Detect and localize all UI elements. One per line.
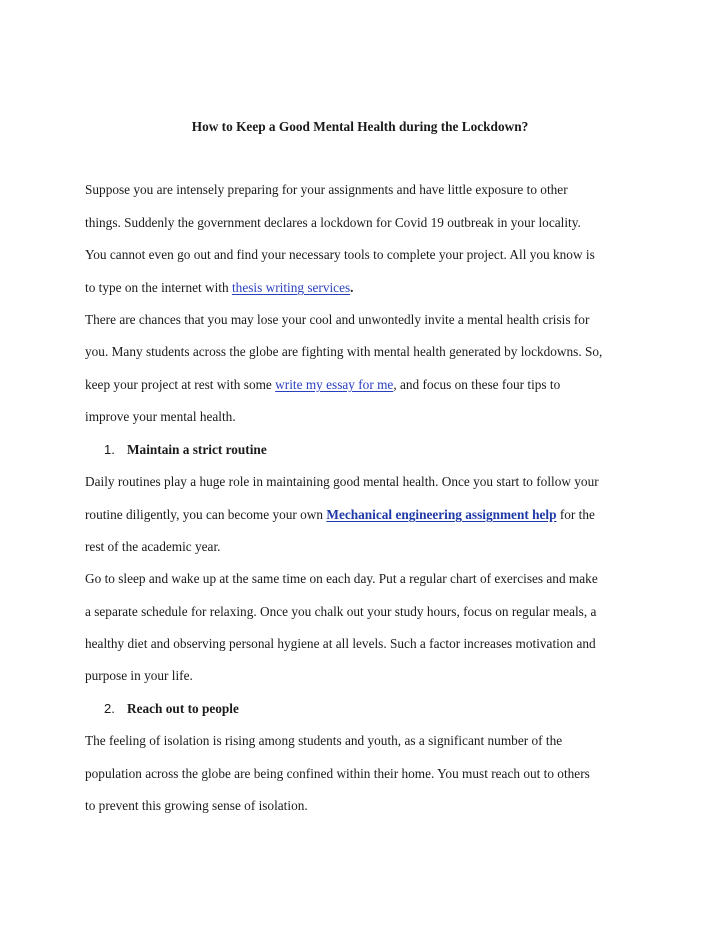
section-1-heading	[104, 440, 267, 460]
section-2-paragraph-1-line-3: to prevent this growing sense of isolation.	[85, 798, 308, 813]
paragraph-1-line-1: Suppose you are intensely preparing for your assignments and have little exposure to other	[85, 182, 568, 197]
section-1-paragraph-2-line-4: purpose in your life.	[85, 668, 193, 683]
section-2-paragraph-1-line-1: The feeling of isolation is rising among students and youth, as a significant number of the	[85, 733, 563, 748]
paragraph-1-line-2: things. Suddenly the government declares a lockdown for Covid 19 outbreak in your locality.	[85, 215, 581, 230]
section-1-paragraph-1-line-2-text: routine diligently, you can become your own	[85, 507, 327, 522]
section-1-paragraph-1-line-3: rest of the academic year.	[85, 539, 221, 554]
section-1-paragraph-1-line-2-end: for the	[556, 507, 595, 522]
section-1-heading-text: Maintain a strict routine	[127, 442, 267, 457]
paragraph-2-line-1: There are chances that you may lose your cool and unwontedly invite a mental health crisis for	[85, 312, 590, 327]
paragraph-1-line-4-text: to type on the internet with	[85, 280, 232, 295]
section-1-paragraph-1-line-1: Daily routines play a huge role in maintaining good mental health. Once you start to follow your	[85, 474, 599, 489]
document-title: How to Keep a Good Mental Health during the Lockdown?	[191, 119, 529, 134]
paragraph-1-line-4	[85, 278, 354, 298]
paragraph-2-line-3-end: , and focus on these four tips to	[393, 377, 561, 392]
paragraph-1-line-3: You cannot even go out and find your necessary tools to complete your project. All you know is	[85, 247, 595, 262]
paragraph-2-line-3	[85, 375, 560, 395]
section-1-paragraph-1-line-2	[85, 505, 595, 525]
section-2-heading	[104, 699, 239, 719]
section-1-number: 1.	[104, 442, 115, 457]
section-1-paragraph-2-line-1: Go to sleep and wake up at the same time on each day. Put a regular chart of exercises and make	[85, 571, 598, 586]
write-my-essay-link[interactable]: write my essay for me	[275, 377, 394, 392]
paragraph-2-line-4: improve your mental health.	[85, 409, 236, 424]
mechanical-engineering-assignment-help-link[interactable]: Mechanical engineering assignment help	[326, 507, 557, 522]
paragraph-1-line-4-end: .	[350, 280, 354, 295]
paragraph-2-line-3-text: keep your project at rest with some	[85, 377, 276, 392]
section-2-paragraph-1-line-2: population across the globe are being confined within their home. You must reach out to others	[85, 766, 590, 781]
section-1-paragraph-2-line-3: healthy diet and observing personal hygiene at all levels. Such a factor increases motivation and	[85, 636, 596, 651]
section-2-number: 2.	[104, 701, 115, 716]
section-1-paragraph-2-line-2: a separate schedule for relaxing. Once you chalk out your study hours, focus on regular meals, a	[85, 604, 597, 619]
paragraph-2-line-2: you. Many students across the globe are fighting with mental health generated by lockdowns. So,	[85, 344, 603, 359]
section-2-heading-text: Reach out to people	[127, 701, 239, 716]
thesis-writing-services-link[interactable]: thesis writing services	[231, 280, 351, 295]
